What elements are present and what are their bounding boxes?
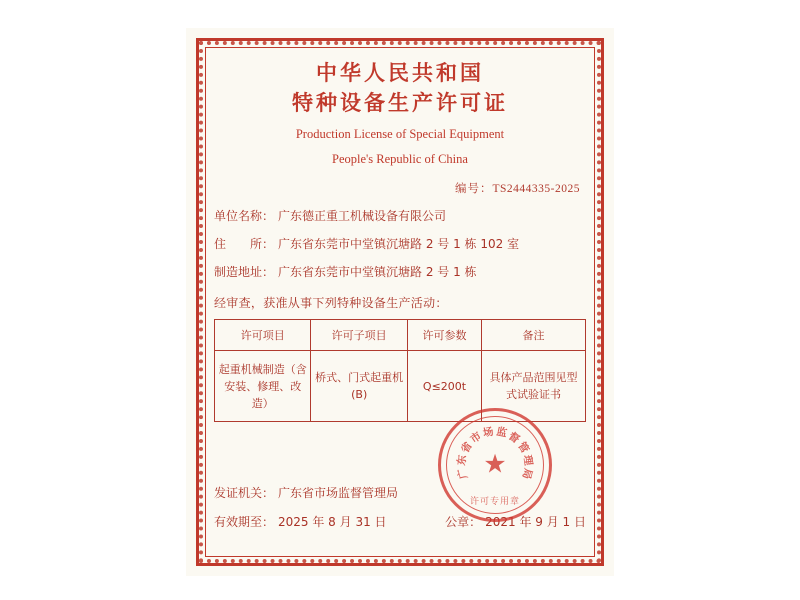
cell-parameter: Q≤200t [407,351,481,422]
issuer-label: 发证机关： [214,486,275,500]
issue-date-value: 2021 年 9 月 1 日 [485,515,586,529]
cell-item: 起重机械制造（含安装、修理、改造） [215,351,311,422]
title-chinese-line1: 中华人民共和国 [316,61,484,85]
field-address [214,235,586,252]
certificate-document [186,28,614,576]
cell-sub-item: 桥式、门式起重机(B) [311,351,407,422]
table-header-sub-item: 许可子项目 [311,320,407,351]
license-scope-table [214,319,586,422]
issue-date-label: 公章： [445,515,482,529]
field-company-name [214,207,586,224]
validity-label: 有效期至： [214,515,275,529]
seal-bottom-text: 许可专用章 [469,497,520,507]
field-company-name-label: 单位名称： [214,209,275,224]
field-manufacturing-address-label: 制造地址： [214,265,275,280]
title-english-line2: People's Republic of China [332,151,468,166]
seal-star-icon: ★ [483,449,507,479]
validity-value: 2025 年 8 月 31 日 [278,515,387,529]
table-header-remark: 备注 [482,320,586,351]
field-manufacturing-address-value: 广东省东莞市中堂镇沉塘路 2 号 1 栋 [278,265,477,280]
serial-number [214,180,586,196]
table-header-parameter: 许可参数 [407,320,481,351]
table-header-row [215,320,586,351]
title-chinese-line2: 特种设备生产许可证 [292,91,508,116]
field-address-value: 广东省东莞市中堂镇沉塘路 2 号 1 栋 102 室 [278,237,520,252]
issuer-value: 广东省市场监督管理局 [278,486,399,500]
serial-number-label: 编号： [455,181,493,196]
field-company-name-value: 广东德正重工机械设备有限公司 [278,209,447,224]
cell-remark: 具体产品范围见型式试验证书 [482,351,586,422]
approval-statement: 经审查，获准从事下列特种设备生产活动： [214,296,448,311]
certificate-content [214,58,586,548]
serial-number-value: TS2444335-2025 [492,183,580,196]
title-english-line1: Production License of Special Equipment [295,126,505,141]
official-seal [438,408,552,522]
field-manufacturing-address [214,263,586,280]
seal-top-text: 广 东 省 市 场 监 督 管 理 局 [455,425,535,481]
table-header-item: 许可项目 [215,320,311,351]
field-address-label: 住 所： [214,237,275,252]
